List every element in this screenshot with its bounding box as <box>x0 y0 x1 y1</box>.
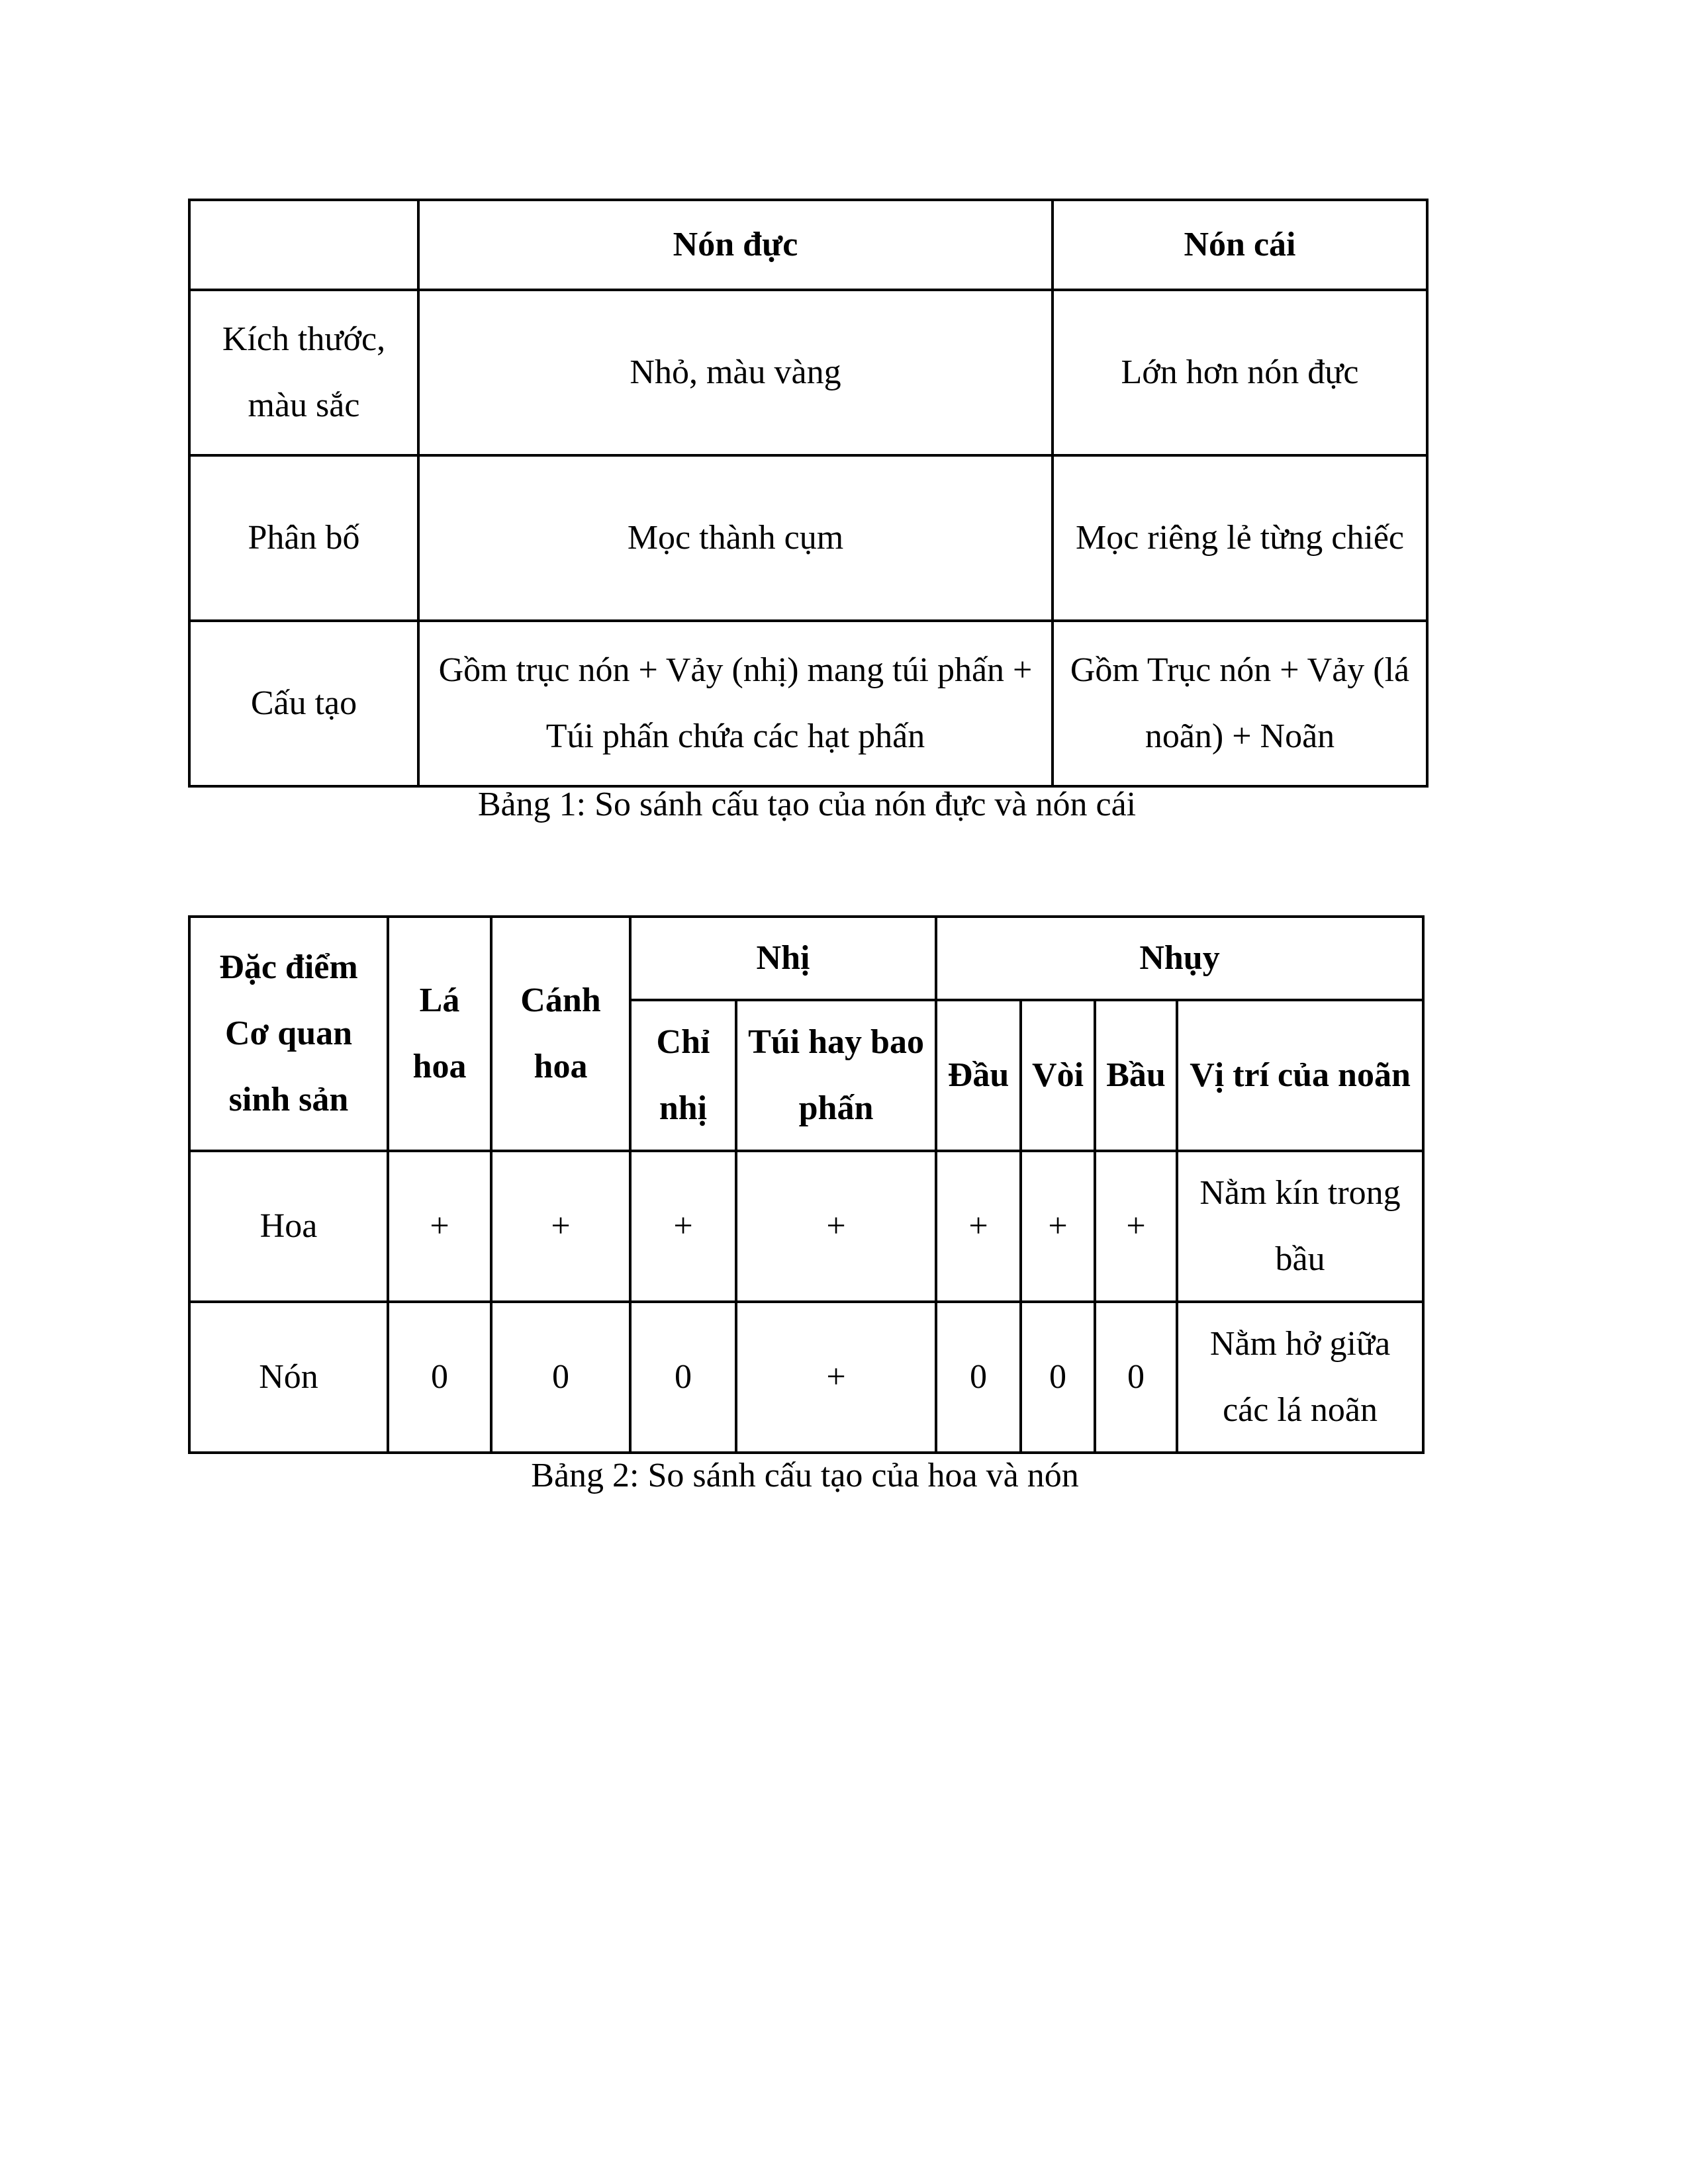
cell-flower-style: + <box>1021 1151 1095 1302</box>
table-header-row <box>189 917 1423 1000</box>
row-label-cone: Nón <box>189 1302 388 1453</box>
comparison-table-flower-cone <box>188 915 1425 1454</box>
cell-cone-bract: 0 <box>388 1302 491 1453</box>
cell-flower-petal: + <box>491 1151 630 1302</box>
row-label-structure: Cấu tạo <box>189 621 418 786</box>
subheader-ovule-position: Vị trí của noãn <box>1177 1000 1423 1151</box>
header-male-cone: Nón đực <box>418 200 1053 290</box>
table-header-row <box>189 200 1427 290</box>
cell-flower-stigma: + <box>936 1151 1021 1302</box>
cell-cone-filament: 0 <box>630 1302 736 1453</box>
header-stamen: Nhị <box>630 917 936 1000</box>
cell-male-size-color: Nhỏ, màu vàng <box>418 290 1053 455</box>
comparison-table-cones <box>188 199 1429 788</box>
cell-cone-anther: + <box>736 1302 936 1453</box>
cell-flower-filament: + <box>630 1151 736 1302</box>
table-row <box>189 1302 1423 1453</box>
header-empty-cell <box>189 200 418 290</box>
cell-flower-ovary: + <box>1095 1151 1177 1302</box>
cell-cone-style: 0 <box>1021 1302 1095 1453</box>
cell-female-size-color: Lớn hơn nón đực <box>1053 290 1427 455</box>
table-row <box>189 290 1427 455</box>
row-label-flower: Hoa <box>189 1151 388 1302</box>
cell-flower-bract: + <box>388 1151 491 1302</box>
cell-flower-ovule-position: Nằm kín trong bầu <box>1177 1151 1423 1302</box>
cell-cone-petal: 0 <box>491 1302 630 1453</box>
table-row <box>189 1151 1423 1302</box>
table-row <box>189 455 1427 621</box>
subheader-stigma: Đầu <box>936 1000 1021 1151</box>
table1-caption: Bảng 1: So sánh cấu tạo của nón đực và nón cái <box>477 786 1137 823</box>
cell-cone-ovary: 0 <box>1095 1302 1177 1453</box>
header-pistil: Nhụy <box>936 917 1423 1000</box>
subheader-style: Vòi <box>1021 1000 1095 1151</box>
table2-caption: Bảng 2: So sánh cấu tạo của hoa và nón <box>531 1457 1079 1494</box>
row-label-distribution: Phân bố <box>189 455 418 621</box>
cell-female-structure: Gồm Trục nón + Vảy (lá noãn) + Noãn <box>1053 621 1427 786</box>
cell-male-distribution: Mọc thành cụm <box>418 455 1053 621</box>
table-row <box>189 621 1427 786</box>
subheader-filament: Chỉ nhị <box>630 1000 736 1151</box>
header-bract: Lá hoa <box>388 917 491 1151</box>
subheader-ovary: Bầu <box>1095 1000 1177 1151</box>
cell-cone-ovule-position: Nằm hở giữa các lá noãn <box>1177 1302 1423 1453</box>
header-petal: Cánh hoa <box>491 917 630 1151</box>
cell-male-structure: Gồm trục nón + Vảy (nhị) mang túi phấn + Túi phấn chứa các hạt phấn <box>418 621 1053 786</box>
header-female-cone: Nón cái <box>1053 200 1427 290</box>
cell-cone-stigma: 0 <box>936 1302 1021 1453</box>
cell-female-distribution: Mọc riêng lẻ từng chiếc <box>1053 455 1427 621</box>
header-characteristic-organ: Đặc điểm Cơ quan sinh sản <box>189 917 388 1151</box>
subheader-anther: Túi hay bao phấn <box>736 1000 936 1151</box>
cell-flower-anther: + <box>736 1151 936 1302</box>
row-label-size-color: Kích thước, màu sắc <box>189 290 418 455</box>
